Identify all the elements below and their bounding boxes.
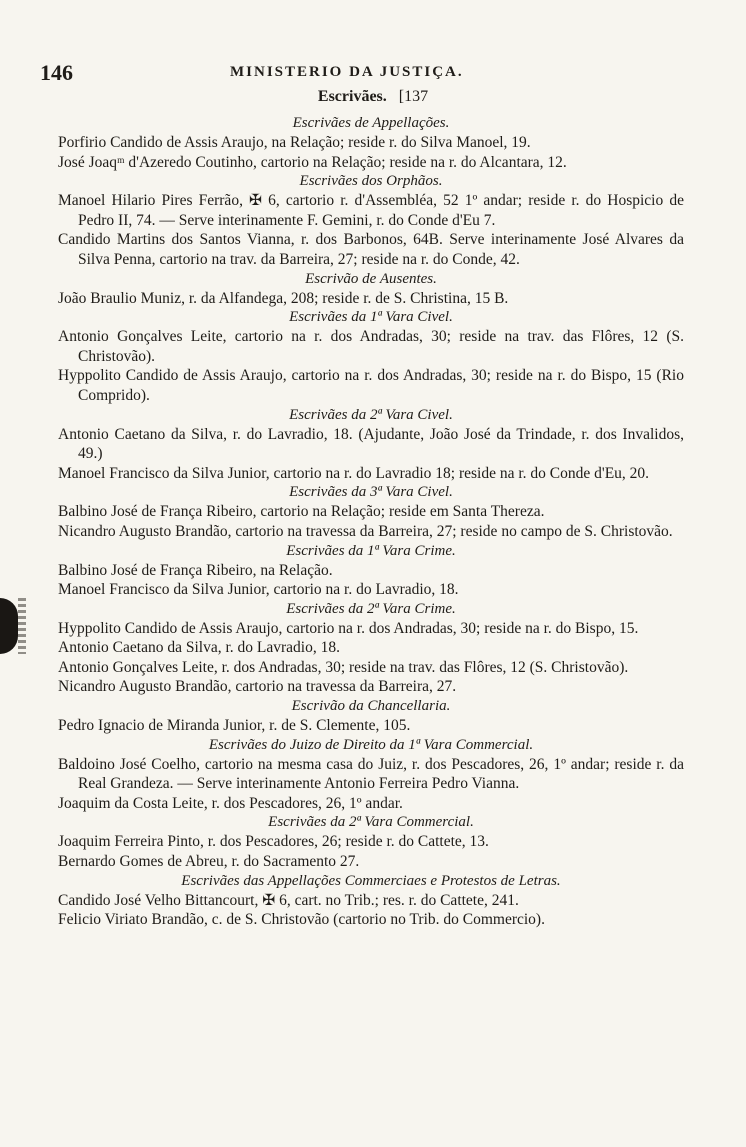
running-title: MINISTERIO DA JUSTIÇA. xyxy=(230,64,464,80)
directory-entry: José Joaqᵐ d'Azeredo Coutinho, cartorio na Relação; reside na r. do Alcantara, 12. xyxy=(58,153,567,171)
directory-entry: Felicio Viriato Brandão, c. de S. Christovão (cartorio no Trib. do Commercio). xyxy=(58,911,545,929)
directory-entry: Nicandro Augusto Brandão, cartorio na travessa da Barreira, 27; reside no campo de S. Christovão. xyxy=(58,522,673,540)
directory-entry: Antonio Caetano da Silva, r. do Lavradio, 18. xyxy=(58,639,340,657)
section-title: Escrivão de Ausentes. xyxy=(305,270,437,287)
section-title: Escrivães da 1ª Vara Crime. xyxy=(286,542,456,559)
directory-entry: Nicandro Augusto Brandão, cartorio na travessa da Barreira, 27. xyxy=(58,678,457,696)
directory-entry: Candido José Velho Bittancourt, ✠ 6, cart. no Trib.; res. r. do Cattete, 241. xyxy=(58,891,519,909)
directory-entry: Pedro Ignacio de Miranda Junior, r. de S. Clemente, 105. xyxy=(58,717,411,735)
section-title: Escrivão da Chancellaria. xyxy=(291,698,451,715)
directory-entry: João Braulio Muniz, r. da Alfandega, 208; reside r. de S. Christina, 15 B. xyxy=(58,289,509,307)
page-header xyxy=(0,60,746,88)
directory-entry: Manoel Francisco da Silva Junior, cartorio na r. do Lavradio, 18. xyxy=(58,581,459,599)
section-title: Escrivães de Appellações. xyxy=(292,115,450,131)
directory-entry: Hyppolito Candido de Assis Araujo, cartorio na r. dos Andradas, 30; reside na r. do Bispo, 15. xyxy=(58,619,639,637)
section-title: Escrivães da 2ª Vara Civel. xyxy=(289,406,453,423)
directory-entry: Bernardo Gomes de Abreu, r. do Sacramento 27. xyxy=(58,853,360,871)
section-title: Escrivães da 1ª Vara Civel. xyxy=(289,309,453,326)
directory-entry: Hyppolito Candido de Assis Araujo, cartorio na r. dos Andradas, 30; reside na r. do Bispo, 15 (Rio Comprido). xyxy=(58,367,684,404)
section-title: Escrivães da 2ª Vara Commercial. xyxy=(268,814,474,831)
directory-entry: Manoel Hilario Pires Ferrão, ✠ 6, cartorio r. d'Assembléa, 52 1º andar; reside r. do Hospicio de Pedro II, 74. — Serve interinamente F. Gemini, r. do Conde d'Eu 7. xyxy=(58,192,684,229)
directory-entry: Joaquim Ferreira Pinto, r. dos Pescadores, 26; reside r. do Cattete, 13. xyxy=(58,833,489,851)
directory-entry: Antonio Gonçalves Leite, r. dos Andradas, 30; reside na trav. das Flôres, 12 (S. Christovão). xyxy=(58,658,629,676)
margin-ornament-edge xyxy=(18,598,26,654)
subheading-ref: [137 xyxy=(398,88,429,105)
directory-entry: Joaquim da Costa Leite, r. dos Pescadores, 26, 1º andar. xyxy=(58,794,403,812)
section-title: Escrivães do Juizo de Direito da 1ª Vara Commercial. xyxy=(208,736,534,753)
subheading-label: Escrivães. xyxy=(317,88,387,105)
directory-entry: Balbino José de França Ribeiro, cartorio na Relação; reside em Santa Thereza. xyxy=(58,503,545,521)
section-title: Escrivães da 3ª Vara Civel. xyxy=(289,484,453,501)
subheading xyxy=(0,88,746,106)
page-number: 146 xyxy=(40,60,73,85)
section-title: Escrivães dos Orphãos. xyxy=(299,173,443,190)
directory-entry: Porfirio Candido de Assis Araujo, na Relação; reside r. do Silva Manoel, 19. xyxy=(58,134,531,151)
directory-listing xyxy=(58,114,684,930)
directory-entry: Balbino José de França Ribeiro, na Relação. xyxy=(58,561,333,579)
directory-entry: Candido Martins dos Santos Vianna, r. dos Barbonos, 64B. Serve interinamente José Alvares da Silva Penna, cartorio na trav. da Barreira, 27; reside na r. do Conde, 42. xyxy=(58,231,684,268)
directory-entry: Manoel Francisco da Silva Junior, cartorio na r. do Lavradio 18; reside na r. do Conde d'Eu, 20. xyxy=(58,464,650,482)
directory-entry: Baldoino José Coelho, cartorio na mesma casa do Juiz, r. dos Pescadores, 26, 1º andar; reside r. da Real Grandeza. — Serve interinamente Antonio Ferreira Pedro Vianna. xyxy=(58,755,684,793)
directory-entry: Antonio Caetano da Silva, r. do Lavradio, 18. (Ajudante, João José da Trindade, r. dos Invalidos, 49.) xyxy=(58,425,684,463)
directory-entry: Antonio Gonçalves Leite, cartorio na r. dos Andradas, 30; reside na trav. das Flôres, 12 (S. Christovão). xyxy=(58,328,684,365)
margin-ornament xyxy=(0,598,18,654)
section-title: Escrivães das Appellações Commerciaes e Protestos de Letras. xyxy=(181,872,561,889)
section-title: Escrivães da 2ª Vara Crime. xyxy=(286,600,456,617)
